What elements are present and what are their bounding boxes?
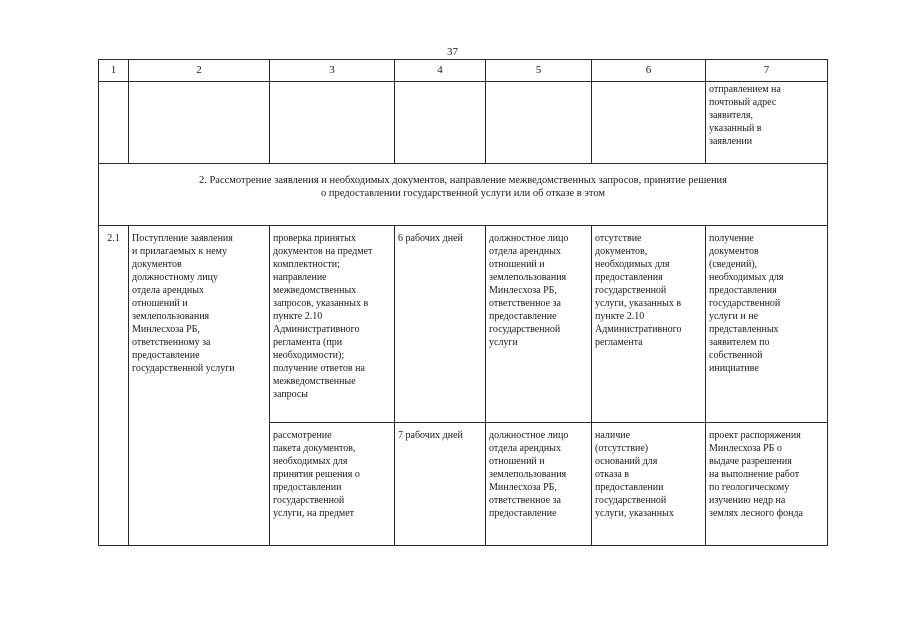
- table-cell: 7 рабочих дней: [395, 423, 486, 546]
- table-cell: [592, 82, 706, 164]
- table-cell: [270, 82, 395, 164]
- table-row: [99, 226, 828, 423]
- table-cell: получение документов (сведений), необходимых для предоставления государственной услуги и не представленных заявителем по собственной инициативе: [706, 226, 828, 423]
- table-cell: 6 рабочих дней: [395, 226, 486, 423]
- table-header-row: [99, 60, 828, 82]
- header-cell: 1: [99, 60, 129, 82]
- table-cell: наличие (отсутствие) оснований для отказа в предоставлении государственной услуги, указанных: [592, 423, 706, 546]
- table-row: [99, 82, 828, 164]
- table-cell: Поступление заявления и прилагаемых к нему документов должностному лицу отдела арендных отношений и землепользования Минлесхоза РБ, ответственному за предоставление государственной услуги: [129, 226, 270, 546]
- section-title: [99, 164, 828, 226]
- table-cell: проект распоряжения Минлесхоза РБ о выдаче разрешения на выполнение работ по геологическому изучению недр на землях лесного фонда: [706, 423, 828, 546]
- table-cell: [129, 82, 270, 164]
- table-cell: должностное лицо отдела арендных отношений и землепользования Минлесхоза РБ, ответственное за предоставление государственной услуги: [486, 226, 592, 423]
- section-row: [99, 164, 828, 226]
- table-cell: [99, 82, 129, 164]
- table-cell: [395, 82, 486, 164]
- header-cell: 7: [706, 60, 828, 82]
- table-cell: должностное лицо отдела арендных отношений и землепользования Минлесхоза РБ, ответственное за предоставление: [486, 423, 592, 546]
- row-number: 2.1: [99, 226, 129, 546]
- table-cell: отсутствие документов, необходимых для предоставления государственной услуги, указанных в пункте 2.10 Административного регламента: [592, 226, 706, 423]
- header-cell: 3: [270, 60, 395, 82]
- table-cell: отправлением на почтовый адрес заявителя, указанный в заявлении: [706, 82, 828, 164]
- table-cell: проверка принятых документов на предмет комплектности; направление межведомственных запросов, указанных в пункте 2.10 Административного регламента (при необходимости); получение ответов на межведомственные запросы: [270, 226, 395, 423]
- table-cell: [486, 82, 592, 164]
- header-cell: 4: [395, 60, 486, 82]
- section-title-line: 2. Рассмотрение заявления и необходимых документов, направление межведомственных запросов, принятие решения: [198, 175, 728, 186]
- page-number: 37: [447, 46, 458, 58]
- header-cell: 2: [129, 60, 270, 82]
- table-cell: рассмотрение пакета документов, необходимых для принятия решения о предоставлении государственной услуги, на предмет: [270, 423, 395, 546]
- header-cell: 6: [592, 60, 706, 82]
- procedure-table: [98, 59, 828, 546]
- section-title-line: о предоставлении государственной услуги или об отказе в этом: [320, 188, 606, 199]
- header-cell: 5: [486, 60, 592, 82]
